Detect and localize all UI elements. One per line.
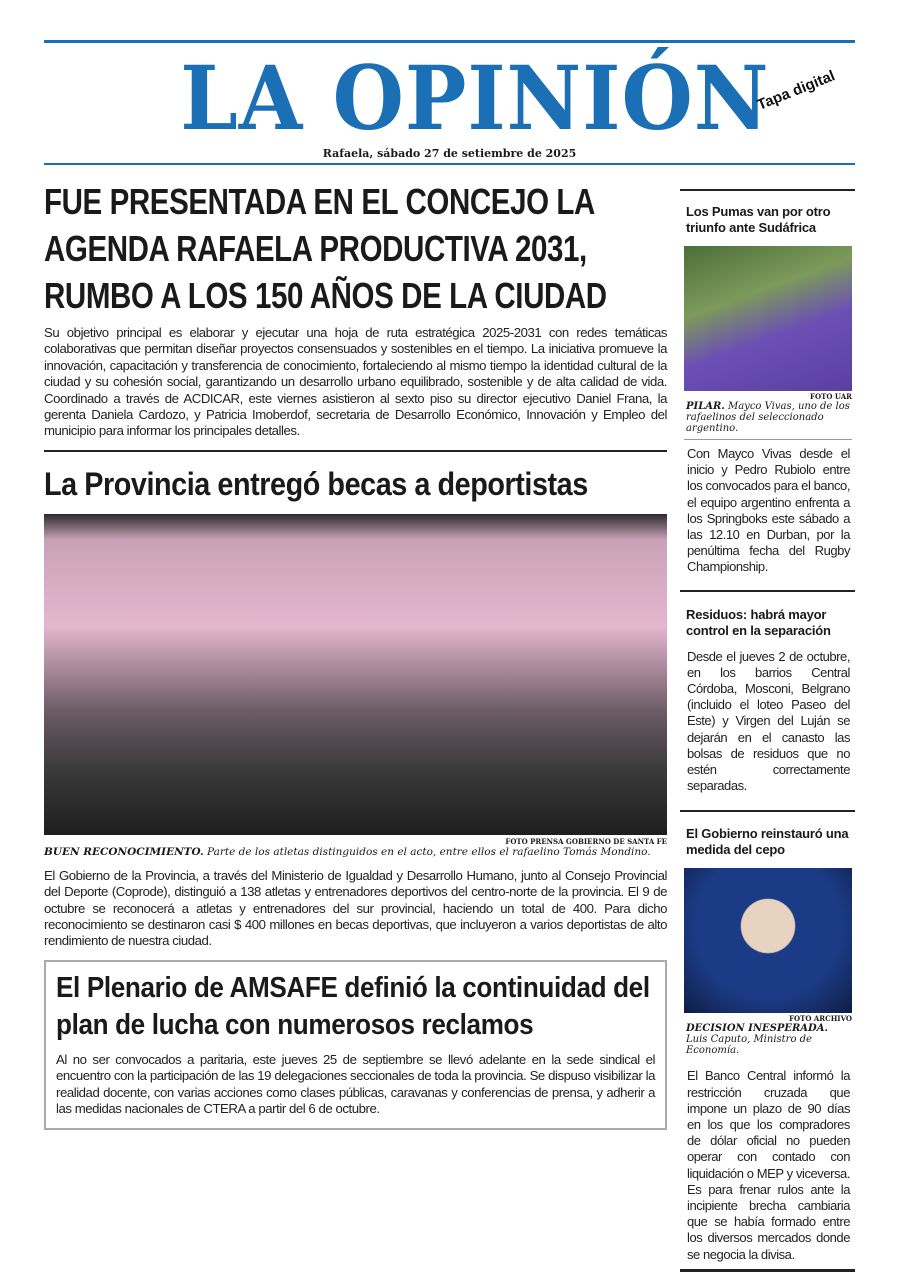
lead-headline[interactable]: FUE PRESENTADA EN EL CONCEJO LA AGENDA RAFAELA PRODUCTIVA 2031, RUMBO A LOS 150 AÑOS DE LA CIUDAD xyxy=(44,181,607,316)
athletes-photo[interactable] xyxy=(44,514,667,835)
sidebar-rule xyxy=(680,189,855,191)
photo-credit: FOTO ARCHIVO xyxy=(789,1014,852,1024)
pumas-headline[interactable]: Los Pumas van por otro triunfo ante Sudáfrica xyxy=(686,204,831,235)
lead-body: Su objetivo principal es elaborar y ejecutar una hoja de ruta estratégica 2025-2031 con redes temáticas colaborativas que permitan diseñar proyectos consensuados y sostenibles en el tiempo. La iniciativa promueve la innovación, capacitación y transferencia de conocimiento, fortaleciendo al mismo tiempo la identidad cultural de la ciudad y su cohesión social, garantizando un desarrollo urbano equilibrado, sostenible y de alta calidad de vida. Coordinado a través de ACDICAR, este viernes asistieron al sexto piso su director ejecutivo Daniel Frana, la gerenta Daniela Cardozo, y Patricia Imoberdof, secretaria de Desarrollo Económico, Innovación y Empleo del municipio para informar los principales detalles. xyxy=(44,325,667,439)
cepo-headline[interactable]: El Gobierno reinstauró una medida del cepo xyxy=(686,826,849,858)
caption-lead: DECISION INESPERADA. xyxy=(686,1023,828,1035)
photo-caption xyxy=(680,401,855,434)
pumas-body: Con Mayco Vivas desde el inicio y Pedro Rubiolo entre los convocados para el banco, el equipo argentino enfrenta a los Springboks este sábado a las 12.10 en Durban, por la penúltima fecha del Rugby Championship. xyxy=(687,446,850,575)
photo-credit: FOTO UAR xyxy=(810,392,852,401)
caption-lead: PILAR. xyxy=(686,401,725,412)
residuos-headline[interactable]: Residuos: habrá mayor control en la separación xyxy=(686,606,831,638)
caputo-photo[interactable] xyxy=(684,868,852,1013)
becas-body: El Gobierno de la Provincia, a través del Ministerio de Igualdad y Desarrollo Humano, junto al Consejo Provincial del Deporte (Coprode), distinguió a 138 atletas y entrenadores deportivos del centro-norte de la provincia. El 9 de octubre se reconocerá a atletas y entrenadores del sur provincial, haciendo un total de 400. Para dicho reconocimiento se destinaron casi $ 400 millones en becas deportivas, que incluyeron a varios deportistas de alto rendimiento de nuestra ciudad. xyxy=(44,867,667,949)
rugby-player-photo[interactable] xyxy=(684,246,852,391)
caption-text: Parte de los atletas distinguidos en el acto, entre ellos el rafaelino Tomás Mondino. xyxy=(207,845,651,858)
amsafe-body: Al no ser convocados a paritaria, este jueves 25 de septiembre se llevó adelante en la sede sindical el encuentro con la participación de las 19 delegaciones seccionales de toda la provincia. Se dispuso visibilizar la realidad docente, con varias acciones como clases públicas, caravanas y conferencias de prensa, y adherir a las medidas nacionales de CTERA a partir del 6 de octubre. xyxy=(56,1051,655,1117)
cepo-body: El Banco Central informó la restricción cruzada que impone un plazo de 90 días en los que los compradores de dólar oficial no pueden operar con contado con liquidación o MEP y viceversa. Es para frenar rulos ante la incipiente brecha cambiaria que se había formado entre los diversos mercados donde se negocia la divisa. xyxy=(687,1068,850,1262)
photo-caption xyxy=(680,1023,855,1056)
divider xyxy=(684,439,852,440)
becas-headline[interactable]: La Provincia entregó becas a deportistas xyxy=(44,465,588,502)
caption-lead: BUEN RECONOCIMIENTO. xyxy=(44,845,204,858)
divider xyxy=(44,450,667,452)
main-column xyxy=(44,178,667,1130)
sidebar-rule xyxy=(680,590,855,592)
residuos-body: Desde el jueves 2 de octubre, en los barrios Central Córdoba, Mosconi, Belgrano (incluido el loteo Paseo del Este) y Virgen del Luján se dejarán en el canasto las bolsas de residuos que no estén correctamente separadas. xyxy=(687,648,850,794)
amsafe-box xyxy=(44,960,667,1130)
masthead-rule xyxy=(44,163,855,165)
edition-date: Rafaela, sábado 27 de setiembre de 2025 xyxy=(322,147,577,160)
amsafe-headline[interactable]: El Plenario de AMSAFE definió la continuidad del plan de lucha con numerosos reclamos xyxy=(56,971,650,1041)
top-rule xyxy=(44,40,855,43)
caption-text: Luis Caputo, Ministro de Economía. xyxy=(686,1034,812,1057)
sidebar-rule xyxy=(680,810,855,812)
sidebar xyxy=(680,189,855,1272)
masthead-logo: LA OPINIÓN xyxy=(180,46,770,150)
sidebar-bottom-rule xyxy=(680,1269,855,1272)
photo-caption xyxy=(44,846,667,858)
photo-credit: FOTO PRENSA GOBIERNO DE SANTA FE xyxy=(505,836,667,846)
digital-edition-tag: Tapa digital xyxy=(754,67,838,114)
caption-text: Mayco Vivas, uno de los rafaelinos del seleccionado argentino. xyxy=(686,401,850,434)
